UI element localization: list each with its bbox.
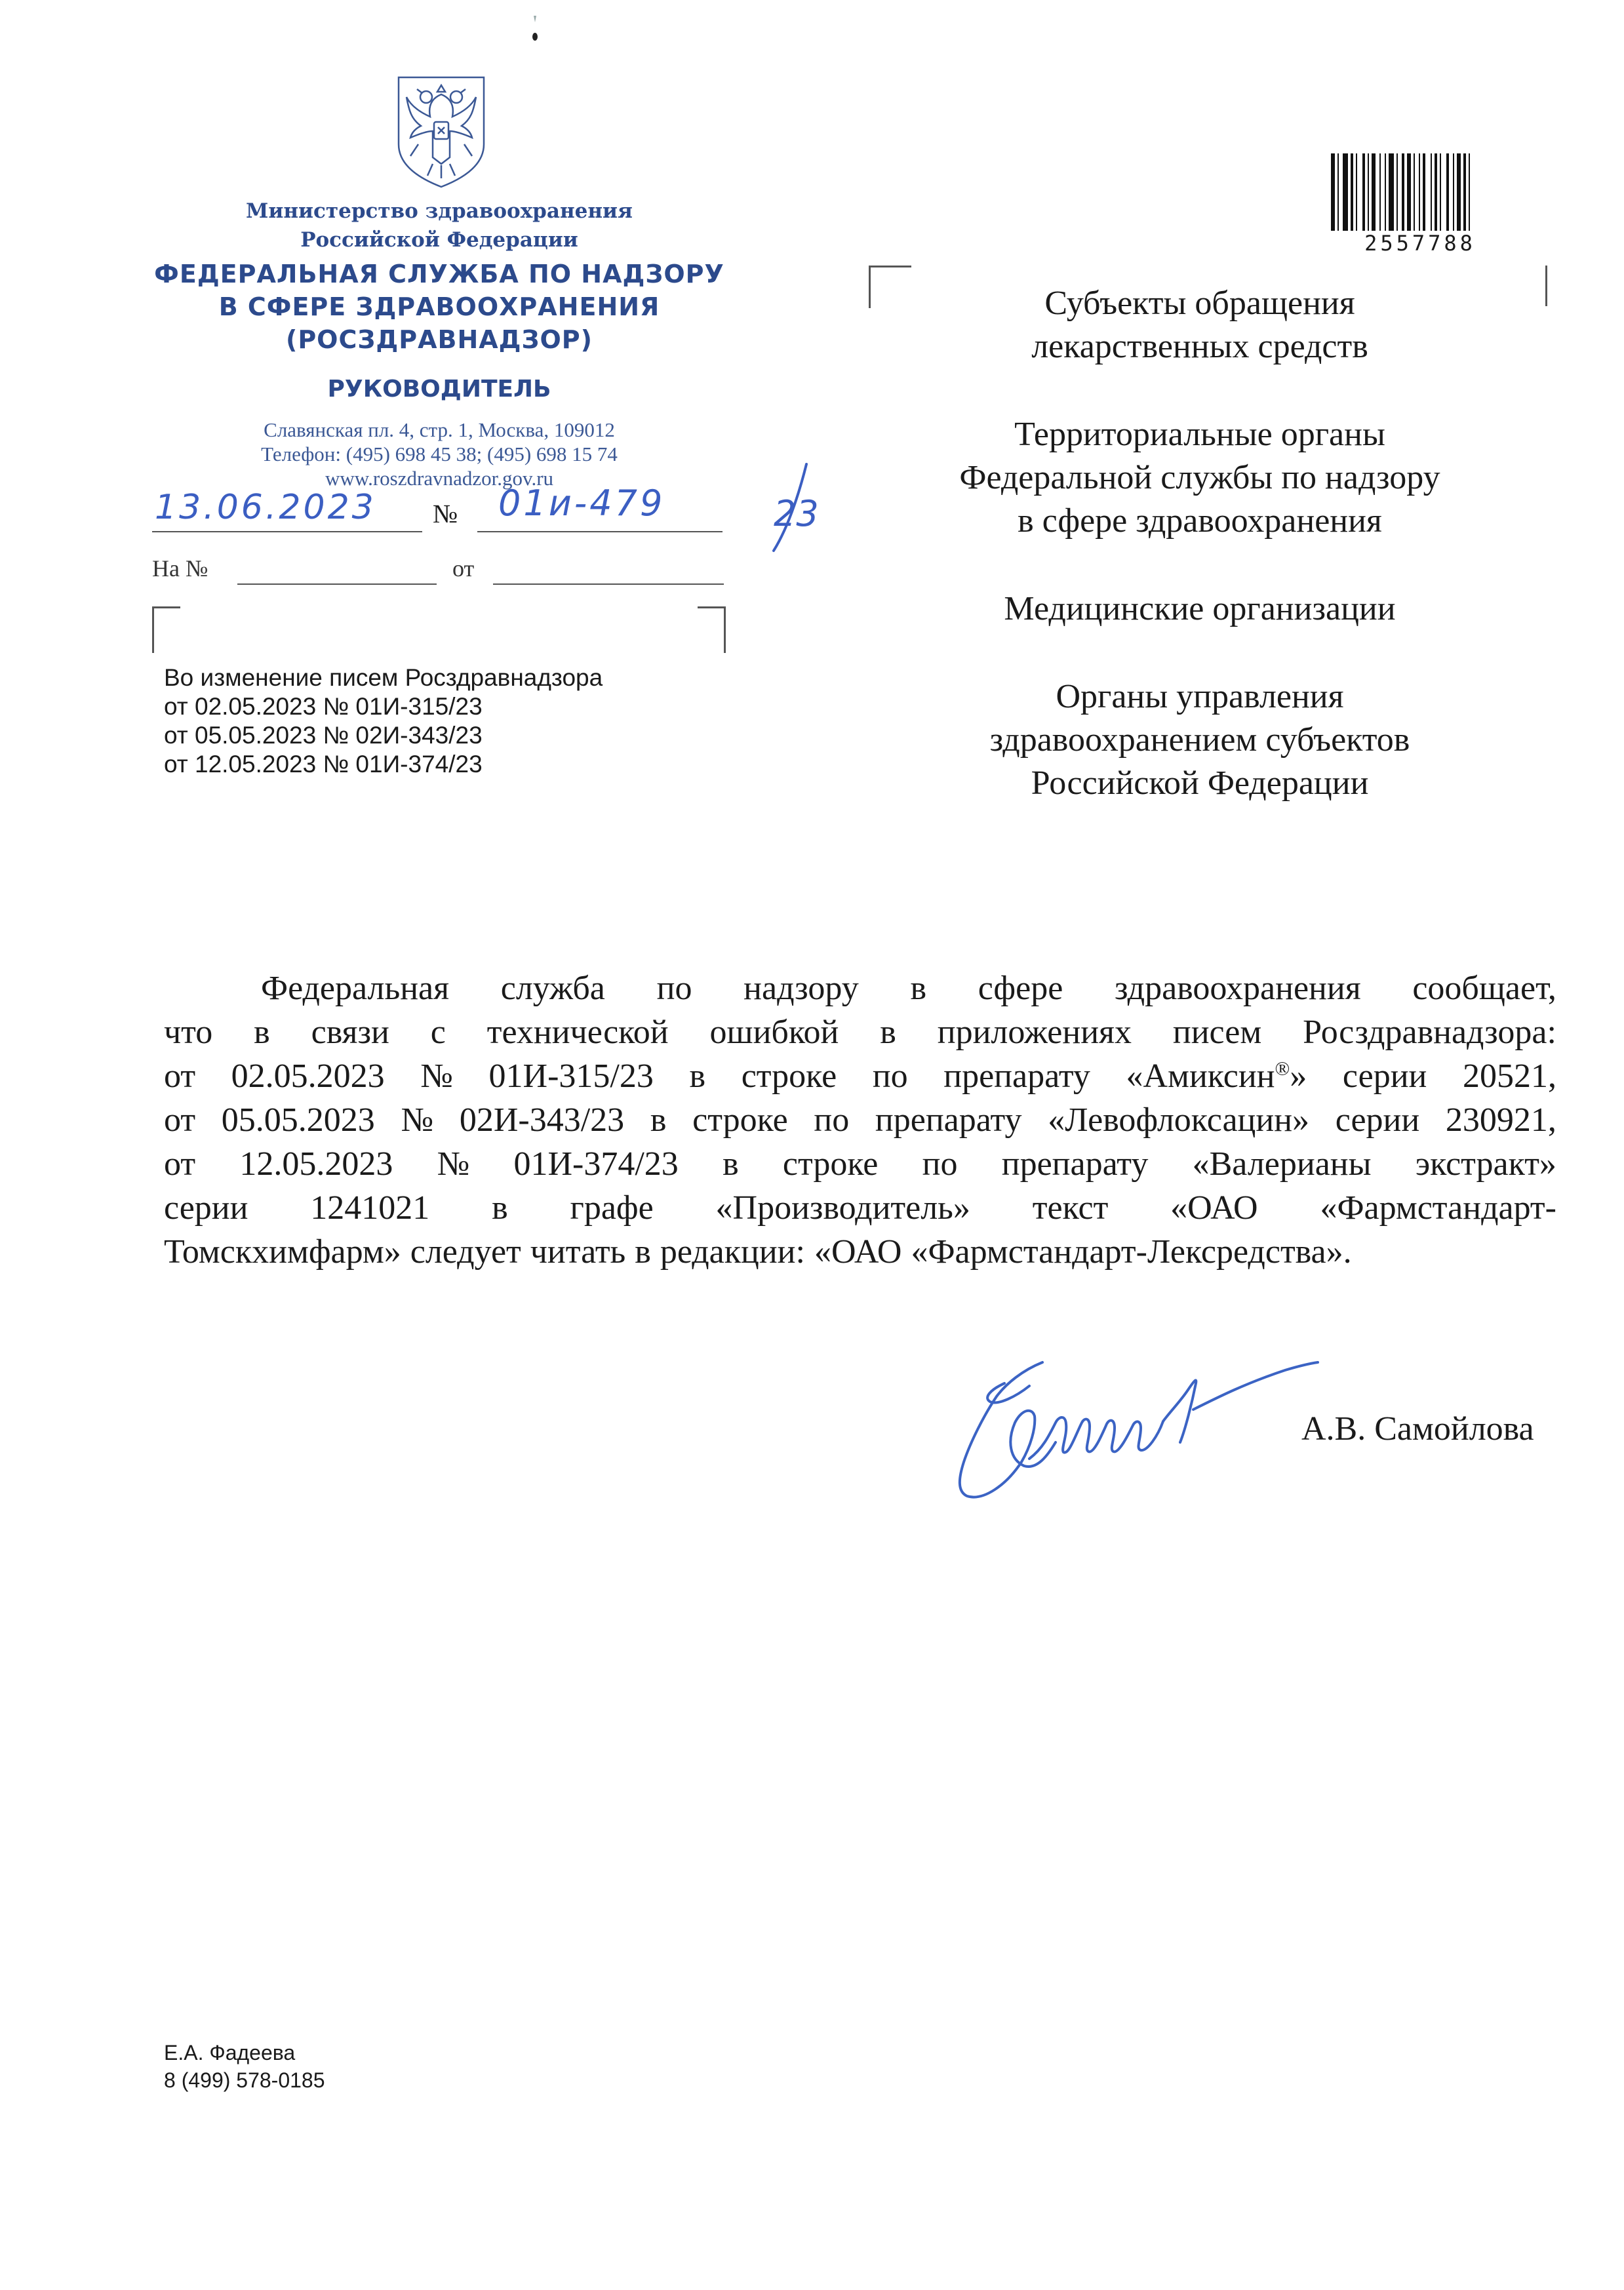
body-word: препарату: [875, 1101, 1022, 1139]
body-word: экстракт»: [1415, 1145, 1556, 1183]
executor-name: Е.А. Фадеева: [164, 2041, 296, 2064]
body-word: следует: [410, 1233, 521, 1271]
drug-name-close: »: [1290, 1057, 1307, 1095]
body-word: от: [164, 1101, 196, 1139]
body-word: ошибкой: [709, 1014, 839, 1051]
handwritten-signature-icon: [944, 1344, 1324, 1514]
body-word: редакции:: [660, 1233, 805, 1271]
body-word: серии: [164, 1189, 248, 1227]
barcode-number: 2557788: [1364, 231, 1476, 256]
barcode-bar: [1423, 153, 1425, 231]
executor-block: [164, 2039, 325, 2094]
barcode-bar: [1431, 153, 1432, 231]
signer-name: А.В. Самойлова: [1301, 1410, 1534, 1448]
body-line: [164, 1230, 1556, 1274]
recipient-line: Федеральной службы по надзору: [959, 459, 1440, 496]
body-line: [164, 1142, 1556, 1186]
corner-bracket-right: [698, 606, 726, 653]
service-line: (РОСЗДРАВНАДЗОР): [285, 325, 593, 354]
body-word: надзору: [743, 970, 859, 1007]
body-word: графе: [570, 1189, 654, 1227]
reference-letters: [164, 663, 688, 779]
body-word: сфере: [978, 970, 1063, 1007]
body-word: Томскхимфарм»: [164, 1233, 401, 1271]
body-word: здравоохранения: [1115, 970, 1361, 1007]
drug-name: [1126, 1054, 1307, 1098]
body-word: технической: [486, 1014, 669, 1051]
service-line: ФЕДЕРАЛЬНАЯ СЛУЖБА ПО НАДЗОРУ: [154, 260, 724, 288]
body-word: приложениях: [937, 1014, 1132, 1051]
barcode-bar: [1419, 153, 1420, 231]
recipient-line: Субъекты обращения: [1044, 285, 1355, 322]
executor-phone: 8 (499) 578-0185: [164, 2068, 325, 2092]
recipient-line: Территориальные органы: [1014, 416, 1385, 453]
body-line: [164, 1054, 1556, 1098]
scan-speck: [530, 16, 540, 42]
barcode-bar: [1379, 153, 1381, 231]
body-word: в: [635, 1233, 651, 1271]
body-word: препарату: [943, 1057, 1090, 1095]
reference-line: от 12.05.2023 № 01И-374/23: [164, 751, 483, 778]
outgoing-date: 13.06.2023: [155, 488, 376, 527]
service-name: [151, 258, 728, 356]
barcode-bar: [1351, 153, 1353, 231]
barcode-bar: [1463, 153, 1466, 231]
barcode-bar: [1337, 153, 1339, 231]
body-word: в: [689, 1057, 706, 1095]
barcode-bar: [1331, 153, 1335, 231]
body-word: в: [910, 970, 926, 1007]
body-word: что: [164, 1014, 213, 1051]
corner-bracket-right: [1543, 266, 1547, 306]
corner-bracket-left: [152, 606, 180, 653]
barcode-bar: [1368, 153, 1369, 231]
incoming-number-label: На №: [152, 555, 208, 582]
body-word: Федеральная: [261, 970, 450, 1007]
body-word: от: [164, 1057, 196, 1095]
barcode-bar: [1407, 153, 1411, 231]
ministry-line: Министерство здравоохранения: [246, 199, 633, 223]
body-word: текст: [1032, 1189, 1109, 1227]
body-word: «Левофлоксацин»: [1048, 1101, 1310, 1139]
ministry-name: [164, 197, 715, 254]
body-word: «Производитель»: [715, 1189, 970, 1227]
recipients-block: [872, 282, 1528, 850]
body-word: в: [723, 1145, 739, 1183]
body-word: читать: [530, 1233, 626, 1271]
barcode-bar: [1435, 153, 1437, 231]
body-word: служба: [500, 970, 605, 1007]
recipient-line: Российской Федерации: [1031, 764, 1369, 802]
body-line: [164, 1010, 1556, 1054]
number-label: №: [433, 499, 458, 528]
body-word: серии: [1342, 1057, 1427, 1095]
recipient-line: в сфере здравоохранения: [1018, 502, 1382, 540]
address-line: Славянская пл. 4, стр. 1, Москва, 109012: [264, 418, 615, 441]
body-word: в: [880, 1014, 896, 1051]
recipient: [872, 282, 1528, 368]
body-word: «Фармстандарт-Лексредства».: [911, 1233, 1352, 1271]
body-word: «ОАО: [1170, 1189, 1258, 1227]
reference-line: Во изменение писем Росздравнадзора: [164, 664, 603, 691]
service-line: В СФЕРЕ ЗДРАВООХРАНЕНИЯ: [218, 292, 660, 321]
body-word: 20521,: [1462, 1057, 1556, 1095]
barcode-bar: [1414, 153, 1415, 231]
body-word: №: [401, 1101, 434, 1139]
recipient: [872, 587, 1528, 631]
barcode-bar: [1389, 153, 1394, 231]
barcode-bar: [1453, 153, 1454, 231]
address-line: Телефон: (495) 698 45 38; (495) 698 15 74: [261, 443, 618, 465]
body-word: серии: [1335, 1101, 1420, 1139]
ministry-line: Российской Федерации: [300, 228, 578, 252]
body-line: [164, 1098, 1556, 1142]
recipient-line: лекарственных средств: [1031, 328, 1368, 365]
incoming-number-field: [237, 559, 437, 585]
outgoing-number: 01и-479: [498, 483, 665, 524]
reference-line: от 05.05.2023 № 02И-343/23: [164, 722, 483, 749]
body-word: строке: [741, 1057, 837, 1095]
recipient: [872, 675, 1528, 805]
body-word: 02И-343/23: [459, 1101, 625, 1139]
body-line: [164, 966, 1556, 1010]
body-word: «ОАО: [814, 1233, 902, 1271]
body-word: по: [814, 1101, 850, 1139]
head-title: РУКОВОДИТЕЛЬ: [327, 376, 551, 403]
barcode-bar: [1372, 153, 1376, 231]
body-word: по: [872, 1057, 908, 1095]
body-word: писем: [1172, 1014, 1262, 1051]
body-word: связи: [311, 1014, 389, 1051]
recipient: [872, 413, 1528, 543]
body-word: 01И-374/23: [513, 1145, 679, 1183]
barcode-bar: [1457, 153, 1461, 231]
outgoing-number-year: 23: [774, 493, 819, 534]
body-word: в: [492, 1189, 508, 1227]
body-word: №: [437, 1145, 470, 1183]
body-word: в: [254, 1014, 270, 1051]
body-word: сообщает,: [1412, 970, 1556, 1007]
body-word: Росздравнадзора:: [1303, 1014, 1556, 1051]
barcode-bar: [1446, 153, 1449, 231]
body-word: по: [922, 1145, 958, 1183]
body-word: с: [430, 1014, 446, 1051]
body-word: строке: [782, 1145, 879, 1183]
recipient-line: Медицинские организации: [1004, 590, 1396, 627]
barcode-bar: [1402, 153, 1404, 231]
body-word: 12.05.2023: [239, 1145, 393, 1183]
body-word: 1241021: [310, 1189, 430, 1227]
barcode-bar: [1469, 153, 1470, 231]
body-word: 230921,: [1445, 1101, 1556, 1139]
barcode-bar: [1362, 153, 1365, 231]
body-word: строке: [692, 1101, 788, 1139]
body-word: 05.05.2023: [221, 1101, 375, 1139]
body-word: в: [650, 1101, 667, 1139]
incoming-date-label: от: [452, 555, 475, 582]
body-word: по: [656, 970, 692, 1007]
body-line: [164, 1186, 1556, 1230]
letter-body: [164, 966, 1556, 1274]
barcode-bar: [1385, 153, 1386, 231]
website: www.roszdravnadzor.gov.ru: [325, 467, 554, 490]
body-word: «Фармстандарт-: [1320, 1189, 1556, 1227]
body-word: 01И-315/23: [488, 1057, 654, 1095]
registered-mark: ®: [1275, 1057, 1290, 1080]
barcode-bar: [1440, 153, 1441, 231]
body-word: 02.05.2023: [231, 1057, 385, 1095]
reference-line: от 02.05.2023 № 01И-315/23: [164, 693, 483, 720]
address-block: [151, 418, 728, 490]
double-headed-eagle-emblem-icon: [392, 66, 490, 190]
drug-name-text: «Амиксин: [1126, 1057, 1275, 1095]
body-word: «Валерианы: [1192, 1145, 1372, 1183]
incoming-date-field: [493, 559, 724, 585]
body-word: №: [420, 1057, 453, 1095]
body-word: препарату: [1001, 1145, 1149, 1183]
body-word: от: [164, 1145, 196, 1183]
recipient-line: здравоохранением субъектов: [989, 721, 1410, 759]
barcode-bar: [1356, 153, 1357, 231]
recipient-line: Органы управления: [1056, 678, 1344, 715]
barcode-bar: [1396, 153, 1398, 231]
barcode-icon: [1331, 153, 1509, 231]
barcode-bar: [1343, 153, 1348, 231]
